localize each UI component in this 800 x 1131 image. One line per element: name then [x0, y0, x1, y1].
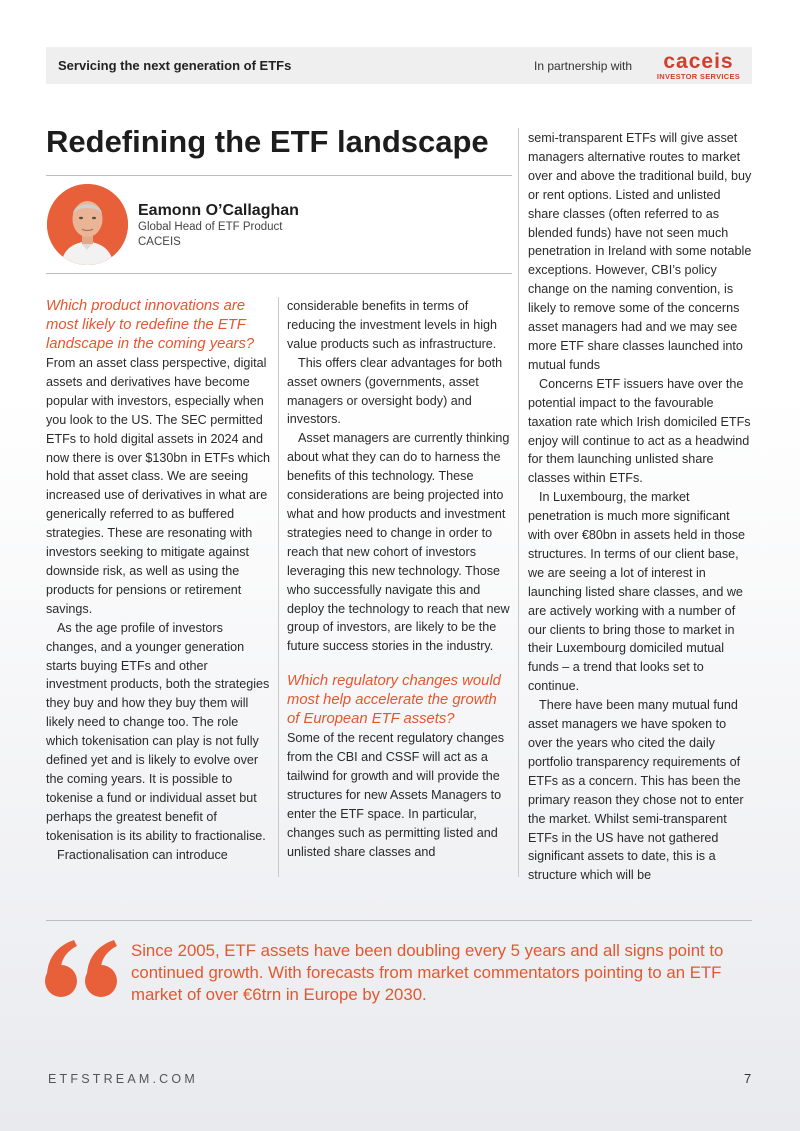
author-rule [46, 273, 512, 274]
question-heading: Which product innovations are most likely to redefine the ETF landscape in the coming years? [46, 298, 255, 352]
logo-subtitle: INVESTOR SERVICES [656, 72, 741, 81]
author-photo [47, 184, 128, 265]
author-name: Eamonn O’Callaghan [138, 202, 299, 219]
paragraph: Fractionalisation can introduce [57, 847, 228, 862]
page-number: 7 [744, 1071, 752, 1086]
article-column-1 [46, 297, 272, 864]
header-banner [46, 47, 752, 84]
column-divider [518, 128, 519, 877]
caceis-logo [656, 52, 741, 80]
column-divider [278, 297, 279, 877]
partner-label: In partnership with [534, 59, 633, 73]
footer-site-link[interactable]: ETFSTREAM.COM [48, 1072, 198, 1086]
headline-rule [46, 175, 512, 176]
pull-quote: Since 2005, ETF assets have been doubling every 5 years and all signs point to continued growth. With forecasts from market commentators pointing to an ETF market of over €6trn in Europe by 2030. [131, 941, 724, 1004]
paragraph: As the age profile of investors changes, and a younger generation starts buying ETFs and other investment products, both the strategies they buy and how they buy them will likely need to change too. The role which tokenisation can play is not fully defined yet and is likely to evolve over the coming years. It is possible to tokenise a fund or individual asset but perhaps the greatest benefit of tokenisation is its ability to fractionalise. [46, 620, 270, 843]
paragraph: From an asset class perspective, digital assets and derivatives have become popular with investors, especially when you look to the US. The SEC permitted ETFs to hold digital assets in 2024 and now there is over $130bn in ETFs which hold that asset class. We are seeing increased use of derivatives in what are generically referred to as buffered strategies. These are resonating with investors seeking to mitigate against downside risk, as well as using the products for pensions or retirement savings. [46, 356, 271, 616]
paragraph: Some of the recent regulatory changes from the CBI and CSSF will act as a tailwind for growth and will provide the structures for new Assets Managers to enter the ETF space. In particular, changes such as permitting listed and unlisted share classes and [287, 731, 505, 859]
paragraph: There have been many mutual fund asset managers we have spoken to over the years who cited the daily portfolio transparency requirements of ETFs as a concern. This has been the primary reason they chose not to enter the market. Whilst semi-transparent ETFs in the US have not gathered significant assets to date, this is a structure which will be [528, 698, 744, 883]
author-role [138, 220, 282, 250]
quote-mark-icon [44, 938, 122, 1000]
paragraph: This offers clear advantages for both asset owners (governments, asset managers or oversight body) and investors. [287, 355, 503, 427]
author-title: Global Head of ETF Product [138, 221, 283, 233]
article-column-2 [287, 297, 513, 862]
author-company: CACEIS [138, 236, 181, 248]
logo-wordmark: caceis [663, 50, 734, 73]
article-column-3 [528, 129, 754, 885]
paragraph: considerable benefits in terms of reducing the investment levels in high value products such as infrastructure. [287, 299, 498, 351]
article-headline: Redefining the ETF landscape [46, 124, 489, 159]
question-heading: Which regulatory changes would most help accelerate the growth of European ETF assets? [287, 673, 501, 728]
paragraph: Asset managers are currently thinking about what they can do to harness the benefits of this technology. These considerations are being projected into what and how products and investment strategies need to change in order to reach that new cohort of investors leveraging this new technology. Those who successfully navigate this and deploy the technology to reach that new group of investors, are likely to be the future success stories in the industry. [287, 431, 510, 654]
quote-rule [46, 920, 752, 921]
banner-title: Servicing the next generation of ETFs [58, 58, 292, 73]
paragraph: semi-transparent ETFs will give asset managers alternative routes to market over and above the traditional build, buy or rent options. Listed and unlisted share classes (often referred to as blended funds) have not seen much penetration in Ireland with some notable exceptions. However, CBI’s policy change on the naming convention, is likely to remove some of the concerns asset managers had and we may see more ETF share classes launched into mutual funds [528, 131, 752, 372]
paragraph: In Luxembourg, the market penetration is much more significant with over €80bn in assets held in those structures. In terms of our client base, we are seeing a lot of interest in launching listed share classes, and we are actively working with a number of our clients to bring those to market in their Luxembourg domiciled mutual funds – a trend that looks set to continue. [528, 490, 746, 694]
paragraph: Concerns ETF issuers have over the potential impact to the favourable taxation rate which Irish domiciled ETFs enjoy will continue to act as a headwind for them launching unlisted share classes within ETFs. [528, 376, 751, 486]
